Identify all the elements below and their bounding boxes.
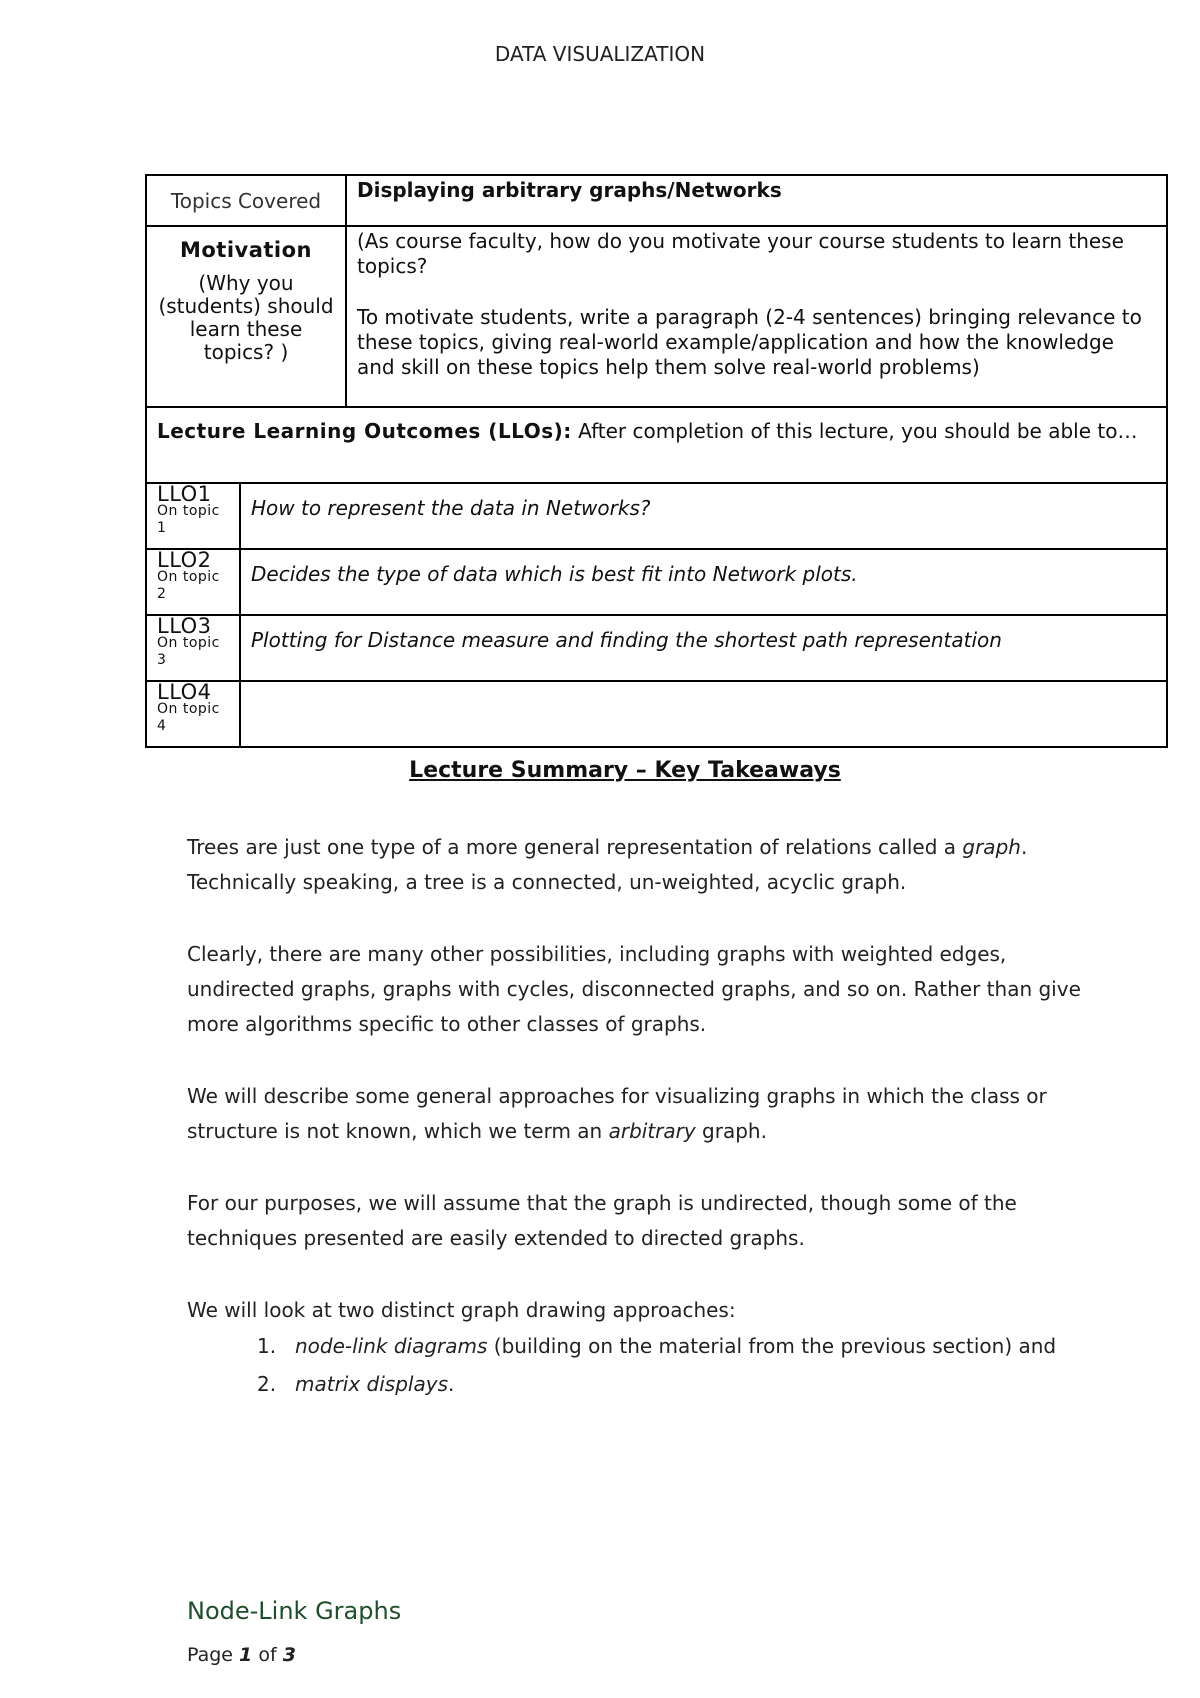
llo-topic: On topic 1 xyxy=(157,503,220,536)
motivation-row xyxy=(146,226,1167,407)
p3-text-a: We will describe some general approaches for visualizing graphs in which the class or structure is not known, which we term an xyxy=(187,1084,1047,1143)
topics-value: Displaying arbitrary graphs/Networks xyxy=(346,175,1167,226)
list-emphasis: matrix displays xyxy=(295,1372,448,1396)
llo-header xyxy=(146,407,1167,483)
page-header: DATA VISUALIZATION xyxy=(494,42,706,66)
llo-id: LLO2 xyxy=(157,548,212,572)
list-emphasis: node-link diagrams xyxy=(295,1334,488,1358)
motivation-paragraph-1: (As course faculty, how do you motivate your course students to learn these topics? xyxy=(357,229,1124,278)
llo-id-cell xyxy=(146,549,240,615)
list-text xyxy=(295,1367,454,1402)
list-item xyxy=(257,1367,1087,1402)
topics-label: Topics Covered xyxy=(146,175,346,226)
llo-text: Decides the type of data which is best fit into Network plots. xyxy=(240,549,1167,615)
motivation-title: Motivation xyxy=(179,238,313,262)
p3-text-b: graph. xyxy=(695,1119,767,1143)
section-heading: Node-Link Graphs xyxy=(187,1597,402,1625)
approaches-list xyxy=(257,1329,1087,1402)
llo-id: LLO3 xyxy=(157,614,212,638)
llo-text: Plotting for Distance measure and finding the shortest path representation xyxy=(240,615,1167,681)
llo-label: Lecture Learning Outcomes (LLOs): xyxy=(157,419,572,443)
llo-id-cell xyxy=(146,483,240,549)
summary-paragraph-2: Clearly, there are many other possibilities, including graphs with weighted edges, undirected graphs, graphs with cycles, disconnected graphs, and so on. Rather than give more algorithms specific to other classes of graphs. xyxy=(187,942,1081,1036)
llo-row xyxy=(146,483,1167,549)
llo-header-row xyxy=(146,407,1167,483)
llo-row xyxy=(146,681,1167,747)
llo-row xyxy=(146,549,1167,615)
list-number: 2. xyxy=(257,1372,277,1396)
llo-topic: On topic 2 xyxy=(157,569,220,602)
p1-emphasis: graph xyxy=(962,835,1021,859)
p3-emphasis: arbitrary xyxy=(608,1119,696,1143)
llo-id: LLO1 xyxy=(157,482,212,506)
page-of: of xyxy=(252,1644,283,1666)
list-item xyxy=(257,1329,1087,1364)
list-number: 1. xyxy=(257,1334,277,1358)
summary-paragraph-1 xyxy=(187,830,1087,900)
page-number: 1 xyxy=(239,1644,253,1666)
p1-text-b: . Technically speaking, a tree is a connected, un-weighted, acyclic graph. xyxy=(187,835,1028,894)
motivation-text xyxy=(346,226,1167,407)
list-rest: (building on the material from the previous section) and xyxy=(487,1334,1057,1358)
summary-paragraph-4: For our purposes, we will assume that the graph is undirected, though some of the techniques presented are easily extended to directed graphs. xyxy=(187,1191,1017,1250)
llo-row xyxy=(146,615,1167,681)
summary-title: Lecture Summary – Key Takeaways xyxy=(409,758,841,783)
page-label: Page xyxy=(187,1644,240,1666)
page-total: 3 xyxy=(282,1644,296,1666)
llo-id: LLO4 xyxy=(157,680,212,704)
llo-topic: On topic 3 xyxy=(157,635,220,668)
llo-topic: On topic 4 xyxy=(157,701,220,734)
lecture-table xyxy=(145,174,1168,748)
motivation-paragraph-2: To motivate students, write a paragraph (2-4 sentences) bringing relevance to these topics, giving real-world example/application and how the knowledge and skill on these topics help them solve real-world problems) xyxy=(357,305,1142,379)
motivation-cell xyxy=(146,226,346,407)
llo-intro: After completion of this lecture, you should be able to… xyxy=(571,419,1138,443)
summary-paragraph-3 xyxy=(187,1079,1087,1149)
list-text xyxy=(295,1329,1056,1364)
summary-paragraph-5: We will look at two distinct graph drawing approaches: xyxy=(187,1298,736,1322)
list-rest: . xyxy=(448,1372,455,1396)
p1-text-a: Trees are just one type of a more general representation of relations called a xyxy=(187,835,963,859)
llo-text: How to represent the data in Networks? xyxy=(240,483,1167,549)
topics-row xyxy=(146,175,1167,226)
motivation-subtitle: (Why you (students) should learn these topics? ) xyxy=(158,271,334,364)
llo-text xyxy=(240,681,1167,747)
page-footer xyxy=(187,1644,296,1666)
llo-id-cell xyxy=(146,615,240,681)
llo-id-cell xyxy=(146,681,240,747)
